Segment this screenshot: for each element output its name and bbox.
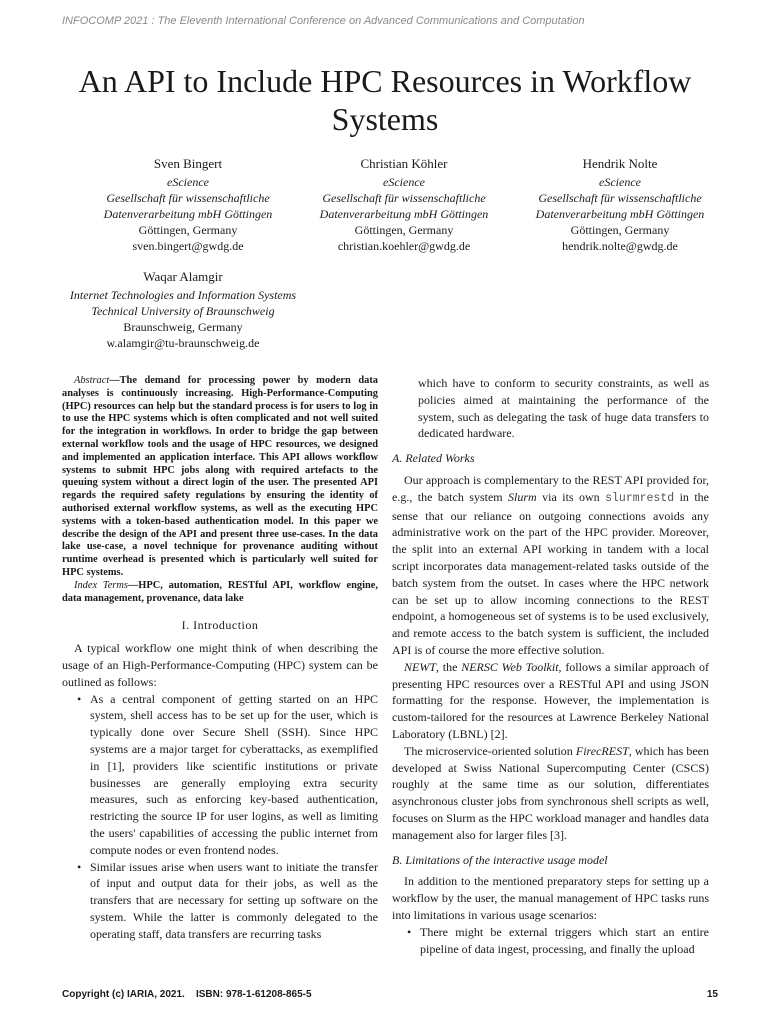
index-terms-label: Index Terms: [74, 579, 128, 591]
author-org: Technical University of Braunschweig: [91, 304, 275, 318]
abstract-label: Abstract: [74, 375, 110, 386]
author-org: Gesellschaft für wissenschaftliche: [106, 191, 270, 205]
author-dept: eScience: [383, 175, 425, 189]
author-block: [82, 156, 294, 254]
author-email[interactable]: christian.koehler@gwdg.de: [337, 239, 471, 253]
author-org: Datenverarbeitung mbH Göttingen: [319, 207, 489, 221]
author-email[interactable]: hendrik.nolte@gwdg.de: [562, 239, 678, 253]
author-dept: eScience: [167, 175, 209, 189]
paper-title: An API to Include HPC Resources in Workflow Systems: [78, 63, 692, 137]
author-org: Gesellschaft für wissenschaftliche: [322, 191, 486, 205]
author-location: Göttingen, Germany: [354, 223, 454, 237]
conference-header: INFOCOMP 2021 : The Eleventh International Conference on Advanced Communications and Computation: [62, 15, 585, 27]
footer-isbn: ISBN: 978-1-61208-865-5: [195, 989, 312, 1000]
author-location: Göttingen, Germany: [138, 223, 238, 237]
left-column: [62, 375, 378, 942]
code-term: slurmrestd: [605, 491, 675, 505]
list-item: • There might be external triggers which start an entire pipeline of data ingest, processing, and finally the upload: [420, 924, 709, 958]
author-org: Datenverarbeitung mbH Göttingen: [103, 207, 273, 221]
author-org: Gesellschaft für wissenschaftliche: [538, 191, 702, 205]
author-name: Sven Bingert: [153, 156, 223, 171]
author-org: Datenverarbeitung mbH Göttingen: [535, 207, 705, 221]
paragraph: A typical workflow one might think of when describing the usage of an High-Performance-Computing (HPC) system can be outlined as follows:: [62, 641, 378, 689]
list-item-continued: which have to conform to security constraints, as well as policies aimed at maintaining the performance of the system, such as delegating the task of huge data transfers to dedicated hardware.: [418, 376, 709, 441]
abstract-text: —The demand for processing power by modern data analyses is continuously increasing. High-Performance-Computing (HPC) resources can help but the standard process is for users to log in to use the HPC systems which is often complicated and not well suited for the integration in workflows. In order to bridge the gap between external workflow tools and the usage of HPC resources, we designed and implemented an application interface. This API allows workflow systems to submit HPC jobs along with required artefacts to the queuing system without a direct login of the user. The presented API regards the required safety regulations by ensuring the identity of authorised external workflow systems, as well as the executing HPC systems with a token-based authentication model. In this paper we describe the design of the API and present three use-cases. In the data lake use-case, a novel technique for provenance auditing without runtime overhead is presented which is particularly well suited for HPC systems.: [62, 375, 378, 578]
author-name: Waqar Alamgir: [143, 269, 223, 284]
author-block: [52, 269, 314, 351]
author-dept: eScience: [599, 175, 641, 189]
author-location: Braunschweig, Germany: [123, 320, 243, 334]
author-block: [514, 156, 726, 254]
bullet-list: [392, 924, 709, 958]
page-number: 15: [706, 989, 718, 1000]
author-name: Hendrik Nolte: [582, 156, 658, 171]
section-heading: I. Introduction: [181, 618, 259, 633]
subsection-heading: A. Related Works: [392, 451, 475, 466]
paragraph: In addition to the mentioned preparatory steps for setting up a workflow by the user, the manual management of HPC tasks runs into limitations in various usage scenarios:: [392, 874, 709, 922]
abstract: [62, 375, 378, 605]
author-email[interactable]: sven.bingert@gwdg.de: [132, 239, 244, 253]
paragraph: NEWT, the NERSC Web Toolkit, follows a similar approach of presenting HPC resources over a RESTful API and using JSON formatting for the response. However, the implementation is custom-tailored for the resources at Lawrence Berkeley National Laboratory (LBNL) [2].: [392, 659, 709, 741]
subsection-heading: B. Limitations of the interactive usage model: [392, 852, 608, 867]
index-terms: —HPC, automation, RESTful API, workflow engine, data management, provenance, data lake: [62, 579, 379, 604]
author-name: Christian Köhler: [360, 156, 448, 171]
list-item: • As a central component of getting started on an HPC system, shell access has to be set up for the user, which is typically done over Secure Shell (SSH). Since HPC systems are a major target for cyberattacks, as exemplified in [1], providers like scientific institutions or private businesses are generally employing extra security measures, such as enforcing key-based authentication, restricting the source IP for user logins, as well as limiting the users' capabilities of accessing the public internet from compute nodes or even frontend nodes.: [90, 691, 378, 859]
footer-copyright: Copyright (c) IARIA, 2021. ISBN: 978-1-61208-865-5: [62, 989, 312, 1000]
author-location: Göttingen, Germany: [570, 223, 670, 237]
list-item: • Similar issues arise when users want to initiate the transfer of input and output data for their jobs, as well as the transfers that are necessary for setting up software on the system. While the latter is commonly delegated to the operating staff, data transfers are recurring tasks: [90, 859, 378, 943]
author-block: [298, 156, 510, 254]
paragraph: The microservice-oriented solution FirecREST, which has been developed at Swiss National Supercomputing Center (CSCS) roughly at the same time as our solution, differentiates asynchronous cluster jobs from synchronous shell scripts as well, focuses on Slurm as the HPC workload manager and handles data management also for larger files [3].: [392, 743, 709, 842]
author-email[interactable]: w.alamgir@tu-braunschweig.de: [106, 336, 260, 350]
author-dept: Internet Technologies and Information Systems: [69, 288, 297, 302]
paragraph: Our approach is complementary to the REST API provided for, e.g., the batch system Slurm via its own slurmrestd in the sense that our reliance on outgoing connections avoids any administrative work on the part of the HPC provider. Moreover, the split into an external API working in tandem with a local script incorporates data management-related tasks outside of the batch system from the outset. In cases where the HPC network can be set up to allow incoming connections to the REST endpoint, a homogeneous set of systems is to be used exclusively, and remote access to the batch system is sufficient, the included API is of course the more effective solution.: [392, 472, 710, 657]
bullet-list: [62, 691, 378, 943]
right-column: [392, 375, 709, 957]
